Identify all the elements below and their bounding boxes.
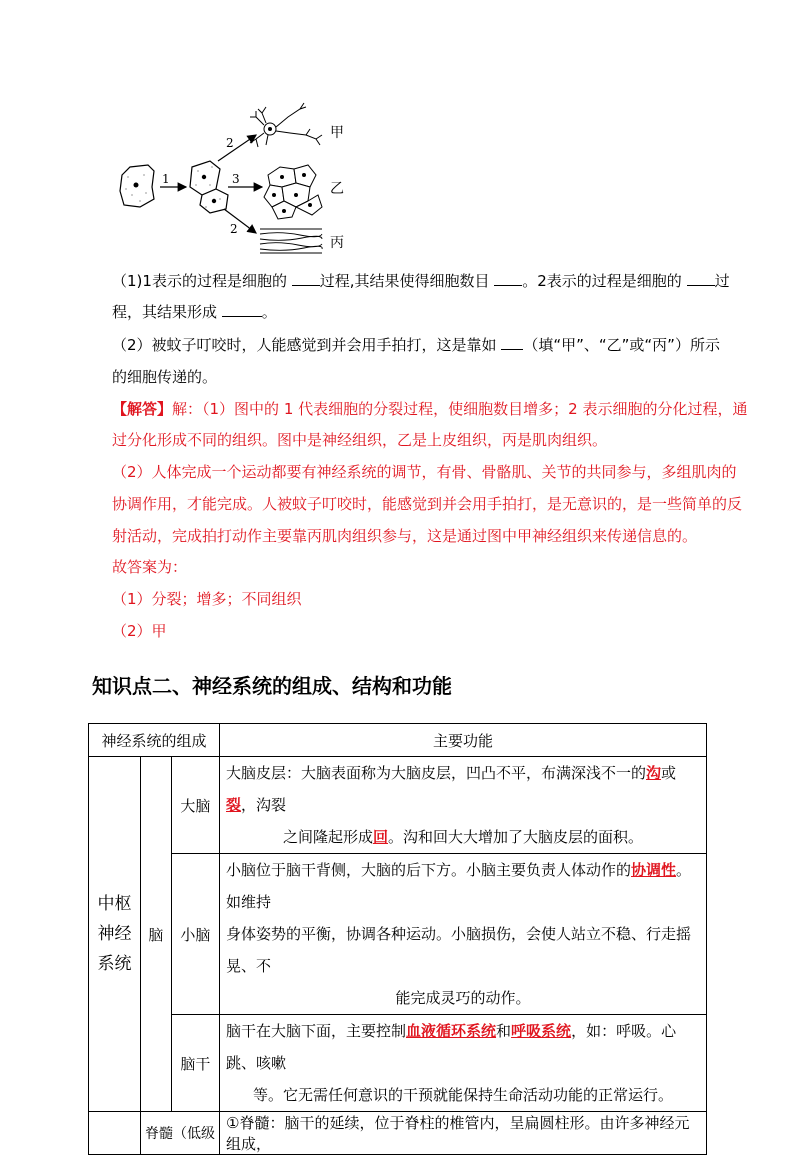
- label-bing: 丙: [330, 235, 344, 251]
- spinal-cord-function: ①脊髓：脑干的延续，位于脊柱的椎管内，呈扁圆柱形。由许多神经元组成，: [220, 1112, 707, 1155]
- arrow-2-lower-label: 2: [230, 222, 238, 236]
- question-2-line-2: 的细胞传递的。: [112, 368, 218, 386]
- nervous-system-table: [88, 723, 707, 1155]
- section-heading: 知识点二、神经系统的组成、结构和功能: [92, 674, 452, 698]
- blank-5: [501, 335, 523, 350]
- blank-2: [494, 271, 522, 286]
- label-yi: 乙: [330, 181, 344, 197]
- arrow-2-lower: [224, 209, 256, 233]
- table-row: [89, 1112, 707, 1155]
- answer-line-2: 过分化形成不同的组织。图中是神经组织，乙是上皮组织，丙是肌肉组织。: [112, 431, 608, 449]
- blank-1: [292, 271, 320, 286]
- arrow-1-label: 1: [162, 172, 170, 186]
- header-composition: 神经系统的组成: [89, 724, 220, 757]
- spinal-blank-cell: [89, 1112, 141, 1155]
- answer-line-3: （2）人体完成一个运动都要有神经系统的调节，有骨、骨骼肌、关节的共同参与，多组肌肉的: [112, 463, 737, 481]
- brainstem-function: 脑干在大脑下面，主要控制血液循环系统和呼吸系统，如：呼吸。心跳、咳嗽 等。它无需任何意识的干预就能保持生命活动功能的正常运行。: [220, 1015, 707, 1112]
- cerebellum-cell: 小脑: [171, 854, 219, 1015]
- blank-4: [222, 302, 262, 317]
- central-nervous-system-cell: 中枢神经系统: [89, 757, 141, 1112]
- answer-line-1: 【解答】解：（1）图中的 1 代表细胞的分裂过程，使细胞数目增多；2 表示细胞的分化过程，通: [112, 400, 748, 418]
- answer-line-8: （2）甲: [112, 622, 167, 640]
- cerebrum-function: 大脑皮层：大脑表面称为大脑皮层，凹凸不平，布满深浅不一的沟或裂，沟裂 之间隆起形成回。沟和回大大增加了大脑皮层的面积。: [220, 757, 707, 854]
- cerebrum-cell: 大脑: [171, 757, 219, 854]
- table-header-row: [89, 724, 707, 757]
- answer-line-4: 协调作用，才能完成。人被蚊子叮咬时，能感觉到并会用手拍打，是无意识的，是一些简单的反: [112, 495, 743, 513]
- arrow-3-label: 3: [232, 172, 240, 186]
- arrow-2-upper: [218, 135, 256, 161]
- brain-group-cell: 脑: [141, 757, 172, 1112]
- arrow-2-upper-label: 2: [226, 136, 234, 150]
- table-row: [89, 1015, 707, 1112]
- muscle-cells: [260, 229, 322, 253]
- neuron-cell: [250, 103, 322, 147]
- answer-line-5: 射活动，完成拍打动作主要靠丙肌肉组织参与，这是通过图中甲神经组织来传递信息的。: [112, 527, 698, 545]
- table-row: [89, 854, 707, 1015]
- blank-3: [687, 271, 715, 286]
- table-row: [89, 757, 707, 854]
- header-function: 主要功能: [220, 724, 707, 757]
- epithelial-cells: [264, 165, 322, 219]
- answer-tag: 【解答】: [112, 400, 173, 418]
- brainstem-cell: 脑干: [171, 1015, 219, 1112]
- question-2-line-1: （2）被蚊子叮咬时，人能感觉到并会用手拍打，这是靠如 （填“甲”、“乙”或“丙”）所示: [112, 336, 720, 354]
- answer-line-6: 故答案为：: [112, 558, 188, 576]
- question-1-line-1: （1)1表示的过程是细胞的 过程,其结果使得细胞数目 。2表示的过程是细胞的 过: [112, 272, 730, 290]
- cerebellum-function: 小脑位于脑干背侧，大脑的后下方。小脑主要负责人体动作的协调性。如维持 身体姿势的平衡，协调各种运动。小脑损伤，会使人站立不稳、行走摇晃、不 能完成灵巧的动作。: [220, 854, 707, 1015]
- question-1-line-2: 程，其结果形成 。: [112, 303, 277, 321]
- spinal-cord-cell: 脊髓（低级: [141, 1112, 220, 1155]
- answer-line-7: （1）分裂；增多；不同组织: [112, 590, 302, 608]
- cell-differentiation-diagram: [110, 95, 370, 260]
- label-jia: 甲: [330, 125, 344, 141]
